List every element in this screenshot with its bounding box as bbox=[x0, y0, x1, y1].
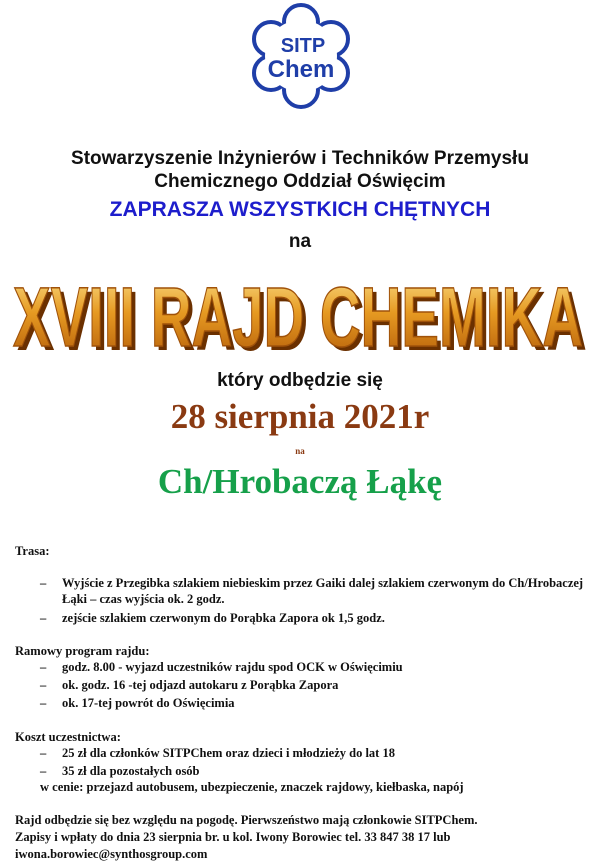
cost-includes: w cenie: przejazd autobusem, ubezpieczenie, znaczek rajdowy, kiełbaska, napój bbox=[40, 780, 464, 794]
rally-title-shadow: XVIII RAJD CHEMIKA bbox=[17, 274, 587, 358]
route-item-2: zejście szlakiem czerwonym do Porąbka Zapora ok 1,5 godz. bbox=[62, 611, 385, 625]
event-subtitle: który odbędzie się bbox=[217, 370, 383, 391]
rally-title bbox=[0, 258, 600, 358]
sitpchem-logo bbox=[245, 0, 357, 112]
na-connector: na bbox=[288, 231, 312, 252]
logo-text-sitp: SITP bbox=[280, 35, 326, 57]
program-item-2: ok. godz. 16 -tej odjazd autokaru z Porąbka Zapora bbox=[62, 678, 339, 692]
contact-email: iwona.borowiec@synthosgroup.com bbox=[15, 847, 208, 861]
bullet-dash: – bbox=[40, 764, 47, 778]
bullet-dash: – bbox=[40, 746, 47, 760]
cost-heading: Koszt uczestnictwa: bbox=[15, 730, 121, 744]
bullet-dash: – bbox=[40, 660, 47, 674]
bullet-dash: – bbox=[40, 678, 47, 692]
program-item-3: ok. 17-tej powrót do Oświęcimia bbox=[62, 696, 235, 710]
cost-item-2: 35 zł dla pozostałych osób bbox=[62, 764, 200, 778]
event-destination: Ch/Hrobaczą Łąkę bbox=[157, 462, 443, 501]
weather-note: Rajd odbędzie się bez względu na pogodę. Pierwszeństwo mają członkowie SITPChem. bbox=[15, 813, 478, 827]
bullet-dash: – bbox=[40, 696, 47, 710]
route-item-1: Wyjście z Przegibka szlakiem niebieskim przez Gaiki dalej szlakiem czerwonym do Ch/Hrobaczej Łąki – czas wyjścia ok. 2 godz. bbox=[62, 576, 584, 606]
organization-name-line2: Chemicznego Oddział Oświęcim bbox=[154, 171, 446, 192]
program-heading: Ramowy program rajdu: bbox=[15, 644, 150, 658]
bullet-dash: – bbox=[40, 611, 47, 625]
flower-logo-icon bbox=[245, 0, 357, 112]
cost-item-1: 25 zł dla członków SITPChem oraz dzieci i młodzieży do lat 18 bbox=[62, 746, 395, 760]
rally-title-text: XVIII RAJD CHEMIKA bbox=[13, 270, 583, 358]
event-date: 28 sierpnia 2021r bbox=[170, 397, 430, 436]
bullet-dash: – bbox=[40, 576, 47, 590]
organization-name-line1: Stowarzyszenie Inżynierów i Techników Przemysłu bbox=[71, 148, 529, 169]
logo-text-chem: Chem bbox=[267, 56, 335, 83]
route-heading: Trasa: bbox=[15, 544, 50, 558]
program-item-1: godz. 8.00 - wyjazd uczestników rajdu spod OCK w Oświęcimiu bbox=[62, 660, 403, 674]
destination-connector: na bbox=[295, 446, 305, 456]
registration-info: Zapisy i wpłaty do dnia 23 sierpnia br. u kol. Iwony Borowiec tel. 33 847 38 17 lub bbox=[15, 830, 451, 844]
invitation-text: ZAPRASZA WSZYSTKICH CHĘTNYCH bbox=[109, 198, 491, 221]
